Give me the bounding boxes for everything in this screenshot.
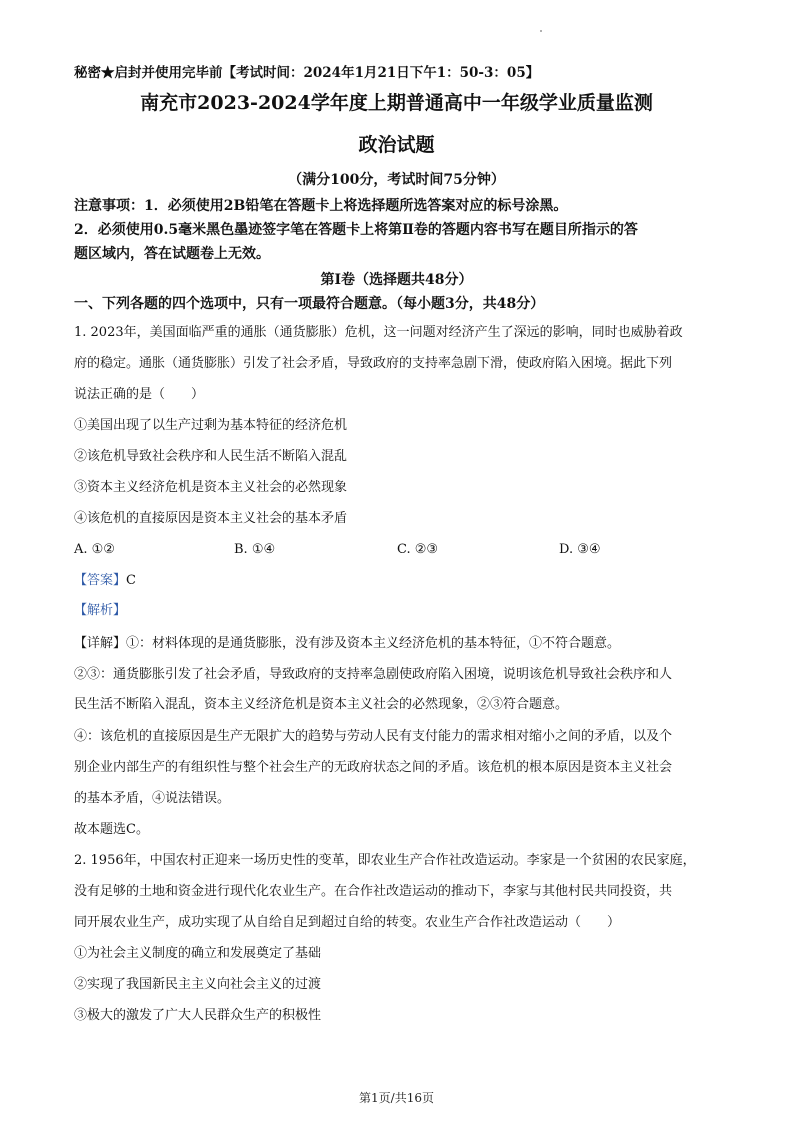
q2-item-1: ①为社会主义制度的确立和发展奠定了基础 bbox=[74, 946, 322, 961]
q1-stem-line-3: 说法正确的是（ ） bbox=[74, 387, 205, 402]
q2-item-3: ③极大的激发了广大人民群众生产的积极性 bbox=[74, 1008, 322, 1023]
subject-title: 政治试题 bbox=[358, 134, 435, 156]
q1-detail-3: 民生活不断陷入混乱，资本主义经济危机是资本主义社会的必然现象，②③符合题意。 bbox=[74, 697, 569, 712]
q2-stem-line-2: 没有足够的土地和资金进行现代化农业生产。在合作社改造运动的推动下，李家与其他村民共同投资，共 bbox=[74, 884, 673, 899]
scan-dot bbox=[540, 30, 542, 32]
part-title: 一、下列各题的四个选项中，只有一项最符合题意。（每小题3分，共48分） bbox=[74, 296, 545, 312]
notice-line-2: 2．必须使用0.5毫米黑色墨迹签字笔在答题卡上将第Ⅱ卷的答题内容书写在题目所指示的答 bbox=[74, 222, 638, 238]
score-time: （满分100分，考试时间75分钟） bbox=[288, 172, 505, 188]
q1-detail-5: 别企业内部生产的有组织性与整个社会生产的无政府状态之间的矛盾。该危机的根本原因是资本主义社会 bbox=[74, 760, 673, 775]
q1-answer bbox=[74, 571, 136, 591]
q1-option-c: C. ②③ bbox=[397, 542, 439, 557]
q1-options bbox=[74, 540, 714, 560]
q2-stem-line-1: 2. 1956年，中国农村正迎来一场历史性的变革，即农业生产合作社改造运动。李家是一个贫困的农民家庭， bbox=[74, 853, 696, 868]
q2-item-2: ②实现了我国新民主主义向社会主义的过渡 bbox=[74, 977, 322, 992]
q1-stem-line-1: 1. 2023年，美国面临严重的通胀（通货膨胀）危机，这一问题对经济产生了深远的影响，同时也威胁着政 bbox=[74, 325, 683, 340]
q1-item-4: ④该危机的直接原因是资本主义社会的基本矛盾 bbox=[74, 511, 348, 526]
q1-item-3: ③资本主义经济危机是资本主义社会的必然现象 bbox=[74, 480, 348, 495]
q1-detail-4: ④：该危机的直接原因是生产无限扩大的趋势与劳动人民有支付能力的需求相对缩小之间的矛盾，以及个 bbox=[74, 729, 673, 744]
q1-option-a: A. ①② bbox=[74, 542, 115, 557]
q1-detail-1: 【详解】①：材料体现的是通货膨胀，没有涉及资本主义经济危机的基本特征，①不符合题意。 bbox=[74, 636, 621, 651]
secret-line: 秘密★启封并使用完毕前【考试时间：2024年1月21日下午1：50-3：05】 bbox=[74, 65, 540, 81]
exam-title: 南充市2023-2024学年度上期普通高中一年级学业质量监测 bbox=[140, 92, 653, 114]
page-footer: 第1页/共16页 bbox=[359, 1091, 434, 1105]
q1-item-2: ②该危机导致社会秩序和人民生活不断陷入混乱 bbox=[74, 449, 348, 464]
q1-option-d: D. ③④ bbox=[559, 542, 601, 557]
q2-stem-line-3: 同开展农业生产，成功实现了从自给自足到超过自给的转变。农业生产合作社改造运动（ ） bbox=[74, 915, 621, 930]
q1-conclusion: 故本题选C。 bbox=[74, 822, 149, 837]
answer-value: C bbox=[126, 573, 136, 588]
q1-detail-2: ②③：通货膨胀引发了社会矛盾，导致政府的支持率急剧使政府陷入困境，说明该危机导致社会秩序和人 bbox=[74, 667, 673, 682]
q1-item-1: ①美国出现了以生产过剩为基本特征的经济危机 bbox=[74, 418, 348, 433]
notice-line-1: 注意事项：1．必须使用2B铅笔在答题卡上将选择题所选答案对应的标号涂黑。 bbox=[74, 198, 568, 214]
q1-option-b: B. ①④ bbox=[234, 542, 276, 557]
notice-line-3: 题区域内，答在试题卷上无效。 bbox=[74, 246, 270, 262]
q1-detail-6: 的基本矛盾，④说法错误。 bbox=[74, 791, 231, 806]
answer-tag: 【答案】 bbox=[74, 573, 127, 588]
analysis-tag: 【解析】 bbox=[74, 603, 127, 618]
q1-stem-line-2: 府的稳定。通胀（通货膨胀）引发了社会矛盾，导致政府的支持率急剧下滑，使政府陷入困境。据此下列 bbox=[74, 356, 673, 371]
volume-title: 第Ⅰ卷（选择题共48分） bbox=[320, 272, 473, 288]
